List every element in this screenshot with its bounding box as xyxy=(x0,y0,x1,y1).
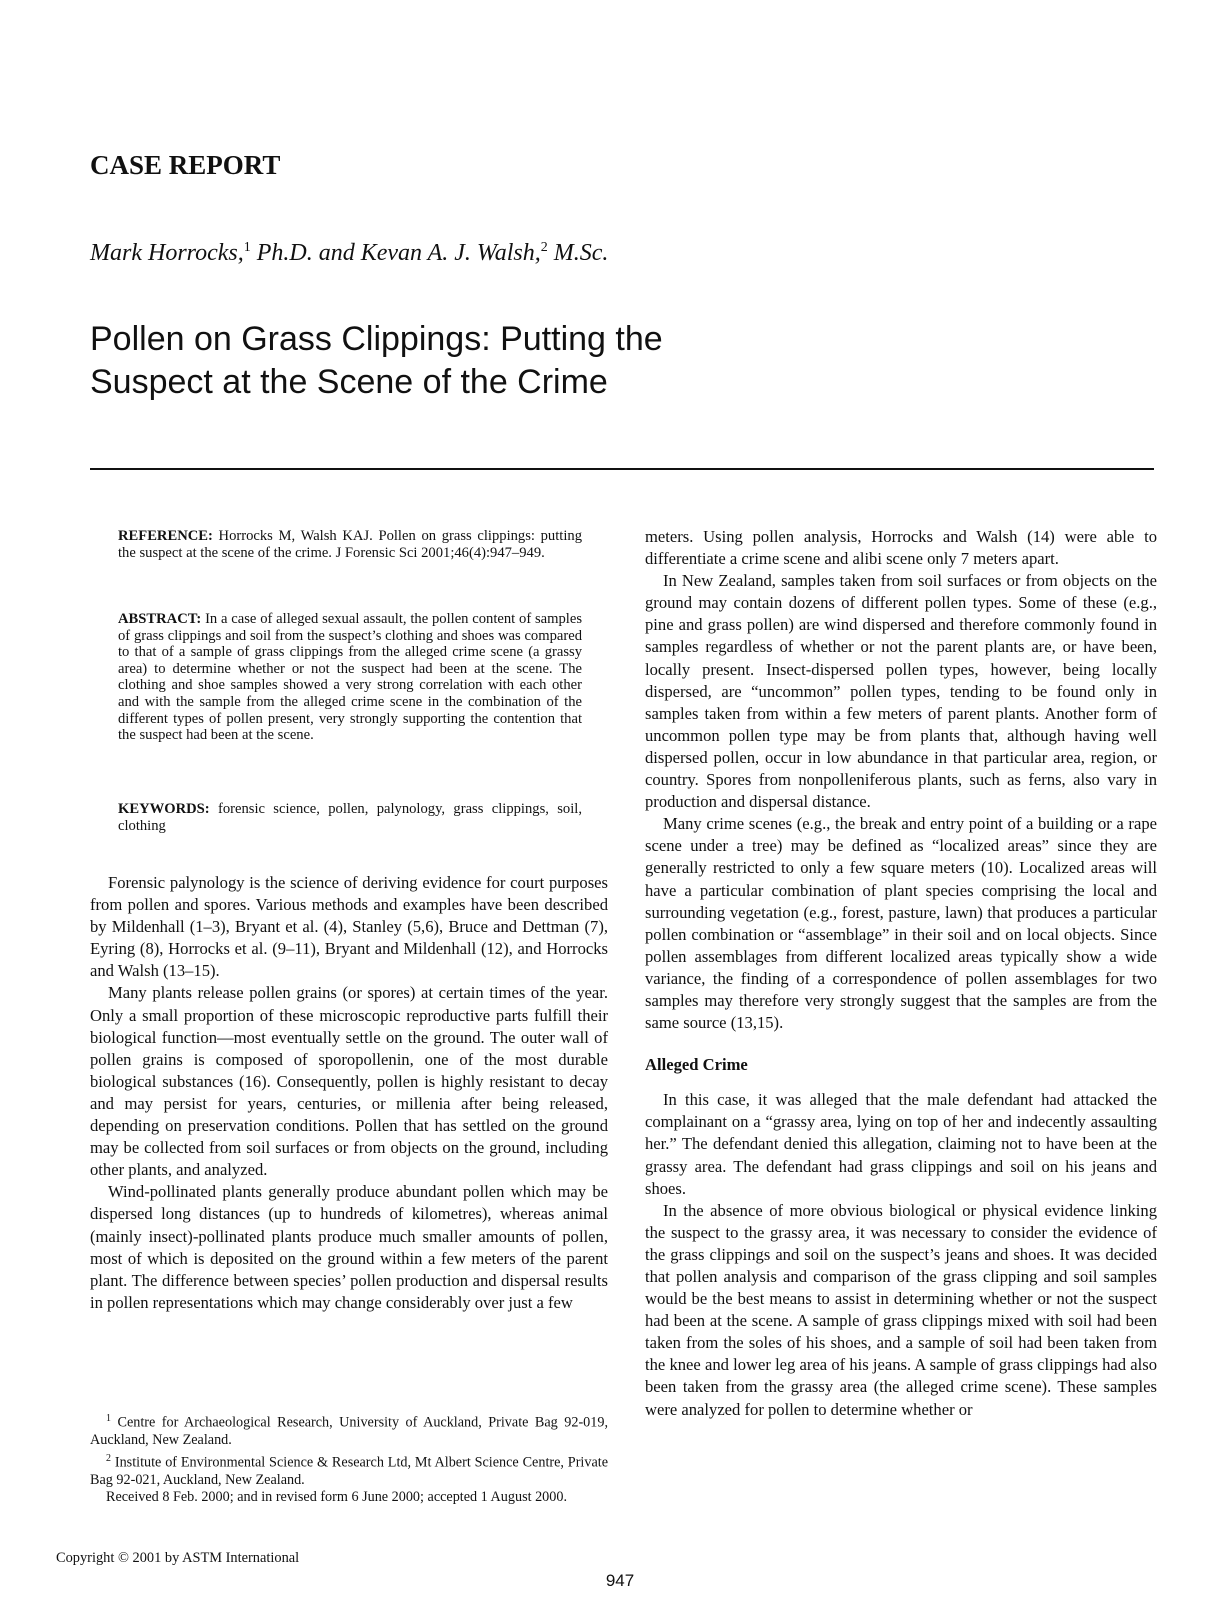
page-number: 947 xyxy=(605,1571,635,1590)
title-divider xyxy=(90,468,1154,470)
author-1-affiliation-mark: 1 xyxy=(243,240,251,255)
title-line-1: Pollen on Grass Clippings: Putting the xyxy=(90,320,663,358)
footnote-2 xyxy=(90,1450,608,1490)
body-paragraph: Many plants release pollen grains (or spores) at certain times of the year. Only a small proportion of these microscopic reproductive parts fulfill their biological function—most eventually settle on the ground. The outer wall of pollen grains is composed of sporopollenin, one of the most durable biological substances (16). Consequently, pollen is highly resistant to decay and may persist for years, centuries, or millenia after being released, depending on preservation conditions. Pollen that has settled on the ground may be collected from soil surfaces or from objects on the ground, including other plants, and analyzed. xyxy=(90,983,608,1180)
author-1-name: Mark Horrocks, xyxy=(90,240,244,266)
footnote-1-text: Centre for Archaeological Research, University of Auckland, Private Bag 92-019, Auckland, New Zealand. xyxy=(90,1414,608,1449)
left-column-body xyxy=(90,872,608,1314)
section-heading-alleged-crime: Alleged Crime xyxy=(645,1055,748,1075)
footnote-2-text: Institute of Environmental Science & Research Ltd, Mt Albert Science Centre, Private Bag 92-021, Auckland, New Zealand. xyxy=(90,1454,608,1488)
copyright-notice: Copyright © 2001 by ASTM International xyxy=(56,1550,300,1566)
author-2-degree: M.Sc. xyxy=(547,240,609,266)
section-label: CASE REPORT xyxy=(90,150,281,180)
abstract-text: In a case of alleged sexual assault, the pollen content of samples of grass clippings and soil from the suspect’s clothing and shoes was compared to that of a sample of grass clippings from the alleged crime scene (a grassy area) to determine whether or not the suspect had been at the scene. The clothing and shoe samples showed a very strong correlation with each other and with the sample from the alleged crime scene in the combination of the different types of pollen present, very strongly supporting the contention that the suspect had been at the scene. xyxy=(118,611,582,744)
right-column-body xyxy=(645,526,1157,1421)
footnote-1-mark: 1 xyxy=(106,1413,111,1424)
body-paragraph: In this case, it was alleged that the male defendant had attacked the complainant on a “grassy area, lying on top of her and indecently assaulting her.” The defendant denied this allegation, claiming not to have been at the grassy area. The defendant had grass clippings and soil on his jeans and shoes. xyxy=(645,1090,1157,1198)
abstract-block xyxy=(118,611,582,744)
footnotes xyxy=(90,1410,608,1507)
author-2-affiliation-mark: 2 xyxy=(540,240,548,255)
author-line xyxy=(90,240,608,267)
body-paragraph: In the absence of more obvious biological or physical evidence linking the suspect to the grassy area, it was necessary to consider the evidence of the grass clippings and soil on the suspect’s jeans and shoes. It was decided that pollen analysis and comparison of the grass clipping and soil samples would be the best means to assist in determining whether or not the suspect had been at the scene. A sample of grass clippings mixed with soil had been taken from the soles of his shoes, and a sample of soil had been taken from the knee and lower leg area of his jeans. A sample of grass clippings had also been taken from the grassy area (the alleged crime scene). These samples were analyzed for pollen to determine whether or xyxy=(645,1200,1157,1419)
footnote-1 xyxy=(90,1410,608,1450)
title-line-2: Suspect at the Scene of the Crime xyxy=(90,363,608,401)
keywords-label: KEYWORDS: xyxy=(118,801,210,817)
keywords-block xyxy=(118,801,582,834)
body-paragraph: meters. Using pollen analysis, Horrocks and Walsh (14) were able to differentiate a crime scene and alibi scene only 7 meters apart. xyxy=(645,527,1157,569)
received-dates: Received 8 Feb. 2000; and in revised form 6 June 2000; accepted 1 August 2000. xyxy=(106,1489,567,1506)
body-paragraph: Many crime scenes (e.g., the break and entry point of a building or a rape scene under a tree) may be defined as “localized areas” since they are generally restricted to only a few square meters (10). Localized areas will have a particular combination of plant species comprising the local and surrounding vegetation (e.g., forest, pasture, lawn) that produces a particular pollen combination or “assemblage” in their soil and on local objects. Since pollen assemblages from different localized areas typically show a wide variance, the finding of a correspondence of pollen assemblages for two samples may therefore very strongly suggest that the samples are from the same source (13,15). xyxy=(645,814,1157,1033)
reference-text: Horrocks M, Walsh KAJ. Pollen on grass clippings: putting the suspect at the scene of the crime. J Forensic Sci 2001;46(4):947–949. xyxy=(118,528,582,561)
reference-label: REFERENCE: xyxy=(118,528,213,544)
body-paragraph: Forensic palynology is the science of deriving evidence for court purposes from pollen and spores. Various methods and examples have been described by Mildenhall (1–3), Bryant et al. (4), Stanley (5,6), Bruce and Dettman (7), Eyring (8), Horrocks et al. (9–11), Bryant and Mildenhall (12), and Horrocks and Walsh (13–15). xyxy=(90,873,608,981)
reference-block xyxy=(118,528,582,561)
article-title xyxy=(90,318,810,404)
footnote-2-mark: 2 xyxy=(106,1452,111,1464)
author-2-name: Ph.D. and Kevan A. J. Walsh, xyxy=(250,240,541,266)
abstract-label: ABSTRACT: xyxy=(118,611,202,627)
body-paragraph: Wind-pollinated plants generally produce abundant pollen which may be dispersed long distances (up to hundreds of kilometres), whereas animal (mainly insect)-pollinated plants produce much smaller amounts of pollen, most of which is deposited on the ground within a few meters of the parent plant. The difference between species’ pollen production and dispersal results in pollen representations which may change considerably over just a few xyxy=(90,1182,608,1312)
body-paragraph: In New Zealand, samples taken from soil surfaces or from objects on the ground may contain dozens of different pollen types. Some of these (e.g., pine and grass pollen) are wind dispersed and therefore commonly found in samples regardless of whether or not the parent plants are, or have been, locally present. Insect-dispersed pollen types, however, being locally dispersed, are “uncommon” pollen types, tending to be found only in samples taken from within a few meters of parent plants. Another form of uncommon pollen type may be from plants that, although having well dispersed pollen, occur in low abundance in that particular area, region, or country. Spores from nonpolleniferous plants, such as ferns, also vary in production and dispersal distance. xyxy=(645,571,1157,812)
keywords-text: forensic science, pollen, palynology, grass clippings, soil, clothing xyxy=(118,801,582,834)
